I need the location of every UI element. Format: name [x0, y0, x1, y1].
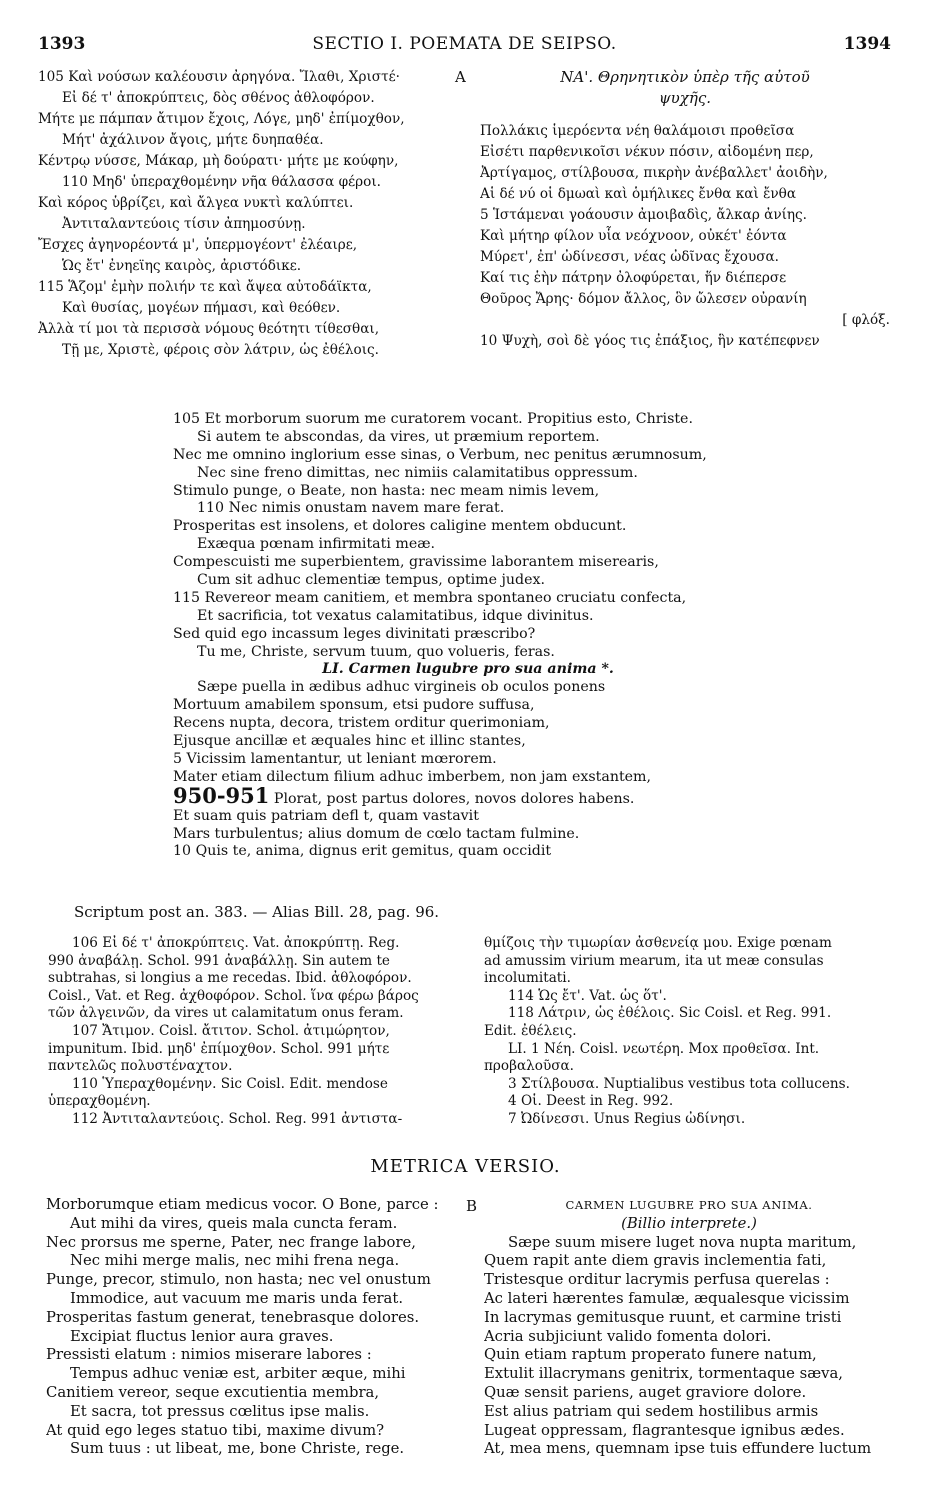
footnote-line: Edit. ἐθέλεις.: [484, 1022, 577, 1039]
metrica-left-column: [46, 1196, 438, 1459]
latin-line: 5 Vicissim lamentantur, ut leniant mœrorem.: [173, 750, 497, 767]
latin-line: Compescuisti me superbientem, gravissime laborantem miserearis,: [173, 554, 659, 571]
latin-line: Mars turbulentus; alius domum de cœlo tactam fulmine.: [173, 825, 580, 842]
footnote-line: incolumitati.: [484, 970, 571, 987]
latin-translation: [173, 411, 763, 861]
verse-line: Canitiem vereor, seque excutientia membra,: [46, 1383, 380, 1401]
footnote-line: 4 Οἱ. Deest in Reg. 992.: [508, 1093, 674, 1110]
greek-line: Αἱ δέ νύ οἱ δμωαὶ καὶ ὁμήλικες ἔνθα καὶ ἔνθα: [480, 186, 797, 202]
scriptum-note: Scriptum post an. 383. — Alias Bill. 28, pag. 96.: [74, 903, 440, 921]
latin-line: 115 Revereor meam canitiem, et membra spontaneo cruciatu confecta,: [173, 589, 687, 606]
footnote-line: LI. 1 Νέη. Coisl. νεωτέρη. Mox προθεῖσα. Int.: [508, 1040, 820, 1057]
greek-text-right: [480, 67, 890, 352]
verse-line: Et sacra, tot pressus cœlitus ipse malis.: [70, 1402, 370, 1420]
greek-line: Καί τις ἑὴν πάτρην ὀλοφύρεται, ἥν διέπερσε: [480, 270, 787, 286]
section-title-latin: LI. Carmen lugubre pro sua anima *.: [322, 661, 614, 678]
latin-line: Et sacrificia, tot vexatus calamitatibus, idque divinitus.: [197, 607, 594, 624]
footnote-line: subtrahas, si longius a me recedas. Ibid. ἀθλοφόρον.: [48, 970, 412, 987]
verse-line: Ac lateri hærentes famulæ, æqualesque vicissim: [484, 1289, 850, 1307]
verse-line: Prosperitas fastum generat, tenebrasque dolores.: [46, 1308, 420, 1326]
footnote-line: Coisl., Vat. et Reg. ἀχθοφόρον. Schol. ἵνα φέρω βάρος: [48, 987, 419, 1004]
section-title-greek: ΝΑ'. Θρηνητικὸν ὑπὲρ τῆς αὐτοῦ: [560, 68, 810, 86]
verse-line: Quæ sensit pariens, auget graviore dolore.: [484, 1383, 807, 1401]
greek-line: Καὶ μήτηρ φίλον υἷα νεόχνοον, οὐκέτ' ἐόντα: [480, 228, 787, 244]
footnote-line: παντελῶς πολυστέναχτον.: [48, 1058, 233, 1075]
greek-line: 5 Ἱστάμεναι γοάουσιν ἀμοιβαδὶς, ἄλκαρ ἀνίης.: [480, 207, 807, 223]
carmen-subtitle: (Billio interprete.): [621, 1214, 757, 1232]
verse-line: Acria subjiciunt valido fomenta dolori.: [484, 1327, 772, 1345]
latin-line: Recens nupta, decora, tristem orditur querimoniam,: [173, 715, 550, 732]
running-title: SECTIO I. POEMATA DE SEIPSO.: [312, 34, 617, 54]
margin-marker-a: A: [455, 68, 466, 86]
greek-line: Ἀρτίγαμος, στίλβουσα, πικρὴν ἀνέβαλλετ' ἀοιδὴν,: [480, 165, 828, 181]
latin-line: 110 Nec nimis onustam navem mare ferat.: [197, 500, 505, 517]
greek-line: Καὶ κόρος ὑβρίζει, καὶ ἄλγεα νυκτὶ καλύπτει.: [38, 195, 354, 211]
verse-line: Lugeat oppressam, flagrantesque ignibus ædes.: [484, 1421, 845, 1439]
verse-line: Nec prorsus me sperne, Pater, nec frange labore,: [46, 1233, 416, 1251]
latin-line: Stimulo punge, o Beate, non hasta: nec meam nimis levem,: [173, 482, 600, 499]
metrica-right-column: [484, 1196, 894, 1459]
footnote-line: 114 Ὡς ἔτ'. Vat. ὡς ὅτ'.: [508, 987, 667, 1004]
greek-line: Ἔσχες ἀγηνορέοντά μ', ὑπερμογέοντ' ἐλέαιρε,: [38, 237, 358, 253]
page-number-left: 1393: [38, 34, 86, 54]
footnote-line: impunitum. Ibid. μηδ' ἐπίμοχθον. Schol. 991 μήτε: [48, 1040, 390, 1057]
greek-line: Εἰσέτι παρθενικοῖσι νέκυν πόσιν, αἰδομένη περ,: [480, 144, 814, 160]
latin-line: 105 Et morborum suorum me curatorem vocant. Propitius esto, Christe.: [173, 411, 693, 427]
latin-line: 10 Quis te, anima, dignus erit gemitus, quam occidit: [173, 843, 552, 860]
verse-line: Est alius patriam qui sedem hostilibus armis: [484, 1402, 819, 1420]
verse-line: Excipiat fluctus lenior aura graves.: [70, 1327, 334, 1345]
footnote-line: 106 Εἰ δέ τ' ἀποκρύπτεις. Vat. ἀποκρύπτῃ. Reg.: [72, 935, 400, 951]
carmen-title: CARMEN LUGUBRE PRO SUA ANIMA.: [565, 1198, 813, 1212]
verse-line: Nec mihi merge malis, nec mihi frena nega.: [70, 1252, 400, 1270]
greek-line: Μήτε με πάμπαν ἄτιμον ἔχοις, Λόγε, μηδ' ἐπίμοχθον,: [38, 111, 405, 127]
greek-text-left: [38, 67, 405, 361]
greek-line: Κέντρῳ νύσσε, Μάκαρ, μὴ δούρατι· μήτε με κούφην,: [38, 153, 399, 169]
greek-line: Μήτ' ἀχάλινον ἄγοις, μήτε δυηπαθέα.: [62, 132, 324, 148]
verse-line: Quin etiam raptum properato funere natum,: [484, 1346, 817, 1364]
footnote-line: προβαλοῦσα.: [484, 1058, 574, 1075]
footnote-line: 7 Ὠδίνεσσι. Unus Regius ὠδίνησι.: [508, 1110, 746, 1127]
footnote-line: τῶν ἀλγεινῶν, da vires ut calamitatum onus feram.: [48, 1005, 404, 1022]
latin-line-with-column-number: [173, 787, 763, 808]
greek-line: 105 Καὶ νούσων καλέουσιν ἀρηγόνα. Ἴλαθι, Χριστέ·: [38, 69, 400, 85]
verse-line: Morborumque etiam medicus vocor. O Bone, parce :: [46, 1196, 439, 1213]
latin-line: Nec sine freno dimittas, nec nimiis calamitatibus oppressum.: [197, 464, 638, 481]
greek-line: Τῇ με, Χριστὲ, φέροις σὸν λάτριν, ὡς ἐθέλοις.: [62, 342, 379, 358]
greek-line: Μύρετ', ἐπ' ὠδίνεσσι, νέας ὠδῖνας ἔχουσα.: [480, 249, 779, 265]
verse-line: In lacrymas gemitusque ruunt, et carmine tristi: [484, 1308, 842, 1326]
verse-line: Tempus adhuc veniæ est, arbiter æque, mihi: [70, 1365, 406, 1383]
greek-line: Θοῦρος Ἄρης· δόμον ἄλλος, ὃν ὤλεσεν οὐρανίη: [480, 291, 807, 307]
verse-line: Sum tuus : ut libeat, me, bone Christe, rege.: [70, 1440, 405, 1458]
greek-line: Εἰ δέ τ' ἀποκρύπτεις, δὸς σθένος ἀθλοφόρον.: [62, 90, 375, 106]
greek-line: Πολλάκις ἱμερόεντα νέη θαλάμοισι προθεῖσα: [480, 123, 795, 139]
verse-line: At, mea mens, quemnam ipse tuis effundere luctum: [484, 1440, 872, 1458]
latin-line-text: Plorat, post partus dolores, novos dolores habens.: [269, 790, 635, 807]
verse-line: Pressisti elatum : nimios miserare labores :: [46, 1346, 372, 1364]
latin-line: Si autem te abscondas, da vires, ut præmium reportem.: [197, 428, 600, 445]
verse-line: Extulit illacrymans genitrix, tormentaque sæva,: [484, 1365, 844, 1383]
metrica-versio-heading: METRICA VERSIO.: [370, 1156, 561, 1177]
greek-line: Καὶ θυσίας, μογέων πήμασι, καὶ θεόθεν.: [62, 300, 341, 316]
verse-line: At quid ego leges statuo tibi, maxime divum?: [46, 1421, 385, 1439]
greek-line: [ φλόξ.: [842, 312, 890, 328]
footnote-line: ὑπεραχθομένη.: [48, 1093, 151, 1110]
greek-line: 110 Μηδ' ὑπεραχθομένην νῆα θάλασσα φέροι.: [62, 174, 381, 190]
latin-line: Sed quid ego incassum leges divinitati præscribo?: [173, 625, 536, 642]
footnote-line: 3 Στίλβουσα. Nuptialibus vestibus tota collucens.: [508, 1075, 850, 1092]
latin-line: Nec me omnino inglorium esse sinas, o Verbum, nec penitus ærumnosum,: [173, 446, 707, 463]
greek-line: Ὡς ἔτ' ἐνηεϊης καιρὸς, ἀριστόδικε.: [62, 258, 302, 274]
greek-line: 115 Ἅζομ' ἐμὴν πολιήν τε καὶ ἄψεα αὐτοδάϊκτα,: [38, 279, 372, 295]
verse-line: Quem rapit ante diem gravis inclementia fati,: [484, 1252, 827, 1270]
latin-line: Mortuum amabilem sponsum, etsi pudore suffusa,: [173, 697, 535, 714]
column-number: 950-951: [173, 786, 270, 808]
footnotes-left: [48, 935, 419, 1129]
greek-line: Ἀντιταλαντεύοις τίσιν ἀπημοσύνῃ.: [62, 216, 306, 232]
footnote-line: 110 Ὑπεραχθομένην. Sic Coisl. Edit. mendose: [72, 1075, 388, 1092]
footnote-line: 112 Ἀντιταλαντεύοις. Schol. Reg. 991 ἀντιστα-: [72, 1110, 403, 1127]
latin-line: Cum sit adhuc clementiæ tempus, optime judex.: [197, 572, 546, 589]
latin-line: Tu me, Christe, servum tuum, quo volueris, feras.: [197, 643, 555, 660]
verse-line: Immodice, aut vacuum me maris unda ferat.: [70, 1289, 404, 1307]
latin-line: Ejusque ancillæ et æquales hinc et illinc stantes,: [173, 733, 526, 750]
greek-line: 10 Ψυχὴ, σοὶ δὲ γόος τις ἐπάξιος, ἣν κατέπεφνεν: [480, 333, 820, 349]
verse-line: Sæpe suum misere luget nova nupta maritum,: [508, 1233, 857, 1251]
verse-line: Punge, precor, stimulo, non hasta; nec vel onustum: [46, 1271, 431, 1289]
page-header: [38, 34, 891, 56]
verse-line: Tristesque orditur lacrymis perfusa querelas :: [484, 1271, 830, 1289]
footnote-line: θμίζοις τὴν τιμωρίαν ἀσθενείᾳ μου. Exige pœnam: [484, 935, 832, 951]
latin-line: Prosperitas est insolens, et dolores caligine mentem obducunt.: [173, 518, 627, 535]
greek-line: Ἀλλὰ τί μοι τὰ περισσὰ νόμους θεότητι τίθεσθαι,: [38, 321, 380, 337]
verse-line: Aut mihi da vires, queis mala cuncta feram.: [70, 1214, 398, 1232]
footnote-line: ad amussim virium mearum, ita ut meæ consulas: [484, 952, 824, 969]
latin-line: Exæqua pœnam infirmitati meæ.: [197, 536, 436, 553]
latin-line: Mater etiam dilectum filium adhuc imberbem, non jam exstantem,: [173, 768, 652, 785]
footnote-line: 107 Ἄτιμον. Coisl. ἄτιτον. Schol. ἀτιμώρητον,: [72, 1022, 390, 1039]
footnotes-right: [484, 935, 850, 1129]
page-number-right: 1394: [843, 34, 891, 54]
latin-line: Sæpe puella in ædibus adhuc virgineis ob oculos ponens: [197, 679, 606, 696]
margin-marker-b: B: [466, 1197, 478, 1215]
footnote-line: 118 Λάτριν, ὡς ἐθέλοις. Sic Coisl. et Reg. 991.: [508, 1005, 832, 1022]
section-title-greek-2: ψυχῆς.: [658, 89, 712, 107]
latin-line: Et suam quis patriam defl t, quam vastavit: [173, 807, 479, 824]
footnote-line: 990 ἀναβάλῃ. Schol. 991 ἀναβάλλῃ. Sin autem te: [48, 952, 390, 969]
